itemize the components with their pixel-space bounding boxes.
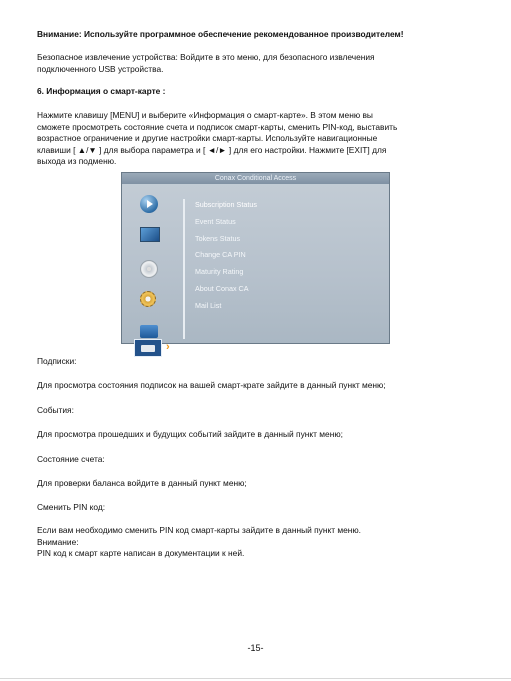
screenshot-title: Conax Conditional Access: [122, 173, 389, 184]
smartcard-icon: [134, 339, 174, 359]
menu-item-event-status: Event Status: [195, 216, 236, 226]
page-number: -15-: [247, 643, 264, 653]
page-bottom-rule: [0, 678, 511, 679]
menu-item-mail-list: Mail List: [195, 300, 222, 310]
subscriptions-heading: Подписки:: [37, 356, 77, 366]
menu-item-subscription-status: Subscription Status: [195, 200, 257, 209]
icon-column: [130, 187, 180, 353]
safe-removal-text: Безопасное извлечение устройства: Войдите в это меню, для безопасного извлечения подключенного USB устройства.: [37, 52, 375, 74]
balance-heading: Состояние счета:: [37, 454, 105, 464]
menu-item-tokens-status: Tokens Status: [195, 233, 241, 243]
menu-item-maturity-rating: Maturity Rating: [195, 267, 244, 277]
folder-icon: [140, 322, 160, 340]
events-heading: События:: [37, 405, 74, 415]
change-pin-heading: Сменить PIN код:: [37, 502, 106, 512]
play-icon: [140, 195, 160, 213]
disc-icon: [140, 260, 160, 278]
conax-menu-screenshot: [121, 172, 390, 353]
subscriptions-body: Для просмотра состояния подписок на вашей смарт-крате зайдите в данный пункт меню;: [37, 380, 386, 390]
menu-divider: [183, 199, 185, 339]
events-body: Для просмотра прошедших и будущих событий зайдите в данный пункт меню;: [37, 429, 343, 439]
gear-icon: [140, 291, 160, 309]
change-pin-body: Если вам необходимо сменить PIN код смарт-карты зайдите в данный пункт меню. Внимание: PIN код к смарт карте написан в документации к ней.: [37, 525, 362, 559]
menu-item-about-conax-ca: About Conax CA: [195, 283, 249, 293]
section-heading: 6. Информация о смарт-карте :: [37, 86, 166, 96]
balance-body: Для проверки баланса войдите в данный пункт меню;: [37, 478, 247, 488]
warning-heading: Внимание: Используйте программное обеспечение рекомендованное производителем!: [37, 29, 404, 39]
section-intro: Нажмите клавишу [MENU] и выберите «Информация о смарт-карте». В этом меню вы сможете просмотреть состояние счета и подписок смарт-карты, сменить PIN-код, выставить возрастное ограничение и другие настройки смарт-карты. Используйте навигационные клавиши [ ▲/▼ ] для выбора параметра и [ ◄/► ] для его настройки. Нажмите [EXIT] для выхода из подменю.: [37, 110, 398, 167]
menu-item-change-ca-pin: Change CA PIN: [195, 250, 246, 260]
chevron-right-icon: ›: [166, 341, 170, 353]
tv-icon: [140, 227, 160, 245]
conax-menu-list: [195, 197, 257, 315]
